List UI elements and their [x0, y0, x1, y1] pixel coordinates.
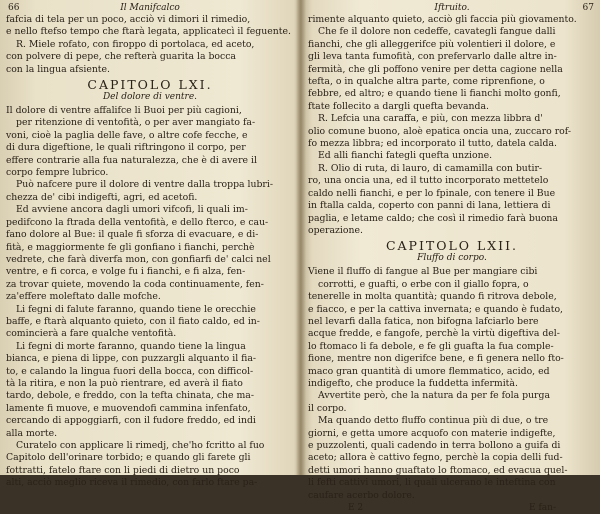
text-line: ro, una oncia una, ed il tutto incorporato mettetelo: [308, 175, 549, 187]
text-line: R. Miele rofato, con firoppo di portolaca, ed aceto,: [16, 38, 255, 50]
text-line: operazione.: [308, 224, 363, 236]
text-line: maco gran quantità di umore flemmatico, acido, ed: [308, 365, 550, 377]
text-line: nel levarfi dalla fatica, non bifogna lafciarlo bere: [308, 315, 539, 327]
text-line: Ed avviene ancora dagli umori vifcofi, li quali im-: [16, 204, 248, 216]
text-line: corpo fempre lubrico.: [6, 167, 109, 179]
text-line: lamente fi muove, e muovendofi cammina infenfato,: [6, 402, 251, 414]
text-line: gli leva tanta fumofità, con prefervarlo dalle altre in-: [308, 51, 557, 63]
text-line: indigefto, che produce la fuddetta infermità.: [308, 377, 518, 389]
text-line: caufare acerbo dolore.: [308, 489, 415, 501]
text-line: pedifcono la ftrada della ventofità, e dello fterco, e cau-: [6, 216, 269, 228]
text-line: rimente alquanto quieto, acciò gli faccia più giovamento.: [308, 14, 577, 25]
text-line: Li fegni di morte faranno, quando tiene la lingua: [16, 340, 246, 352]
text-line: fianchi, che gli alleggerifce più volentieri il dolore, e: [308, 38, 556, 50]
page-number: 66: [8, 3, 20, 13]
text-line: di dura digeftione, le quali riftringono il corpo, per: [6, 142, 246, 154]
left-page: [6, 2, 294, 489]
text-line: vedrete, che farà diverfa mon, con gonfiarfi de' calci nel: [6, 253, 271, 265]
text-line: effere contrarie alla fua naturalezza, che è di avere il: [6, 154, 257, 166]
text-line: voni, cioè la paglia delle fave, o altre cofe fecche, e: [6, 129, 248, 141]
text-line: tardo, debole, e freddo, con la tefta chinata, che ma-: [6, 390, 254, 402]
text-line: fafcia di tela per un poco, acciò vi dimori il rimedio,: [6, 14, 251, 25]
text-line: ventre, e fi corca, e volge fu i fianchi, e fi alza, fen-: [6, 266, 246, 278]
text-line: per ritenzione di ventofità, o per aver mangiato fa-: [16, 117, 256, 129]
text-line: e nello ftefso tempo che ftarà legata, applicatecì il feguente.: [6, 26, 291, 38]
right-top-text: [308, 14, 596, 237]
chapter-title: CAPITOLO LXII.: [385, 238, 519, 254]
text-line: Ed alli fianchi fategli quefta unzione.: [318, 150, 493, 162]
running-title: Iftruito.: [434, 3, 470, 13]
text-line: to, e calando la lingua fuori della bocca, con difficol-: [6, 365, 254, 377]
right-chapter-body: [308, 266, 596, 502]
right-page-header: [308, 2, 596, 14]
text-line: detti umori hanno guaftato lo ftomaco, ed evacua quel-: [308, 464, 568, 476]
text-line: bianca, e piena di lippe, con puzzargli alquanto il fia-: [6, 353, 257, 365]
text-line: Avvertite però, che la natura da per fe fola purga: [318, 390, 550, 402]
text-line: za trovar quiete, movendo la coda continuamente, fen-: [6, 278, 264, 290]
text-line: tefta, o in qualche altra parte, come riprenfione, o: [308, 76, 545, 88]
text-line: il corpo.: [308, 402, 347, 414]
text-line: fottratti, fatelo ftare con li piedi di dietro un poco: [6, 464, 240, 476]
book-gutter: [296, 0, 306, 475]
text-line: R. Olio di ruta, di lauro, di camamilla con butir-: [318, 162, 543, 174]
text-line: paglia, e letame caldo; che così il rimedio farà buona: [308, 212, 558, 224]
text-line: li fefti cattivi umori, li quali ulcerano le inteftina con: [308, 477, 556, 489]
chapter-subtitle: Del dolore di ventre.: [102, 92, 198, 103]
text-line: febbre, ed altro; e quando tiene li fianchi molto gonfi,: [308, 88, 561, 100]
text-line: e puzzolenti, quali cadendo in terra bollono a guifa di: [308, 440, 561, 451]
text-line: Ma quando detto fluffo continua più di due, o tre: [318, 415, 549, 427]
text-line: alla morte.: [6, 427, 58, 439]
text-line: Curatelo con applicare li rimedj, che'ho fcritto al fuo: [16, 440, 265, 451]
text-line: fano dolore al Bue: il quale fi sforza di evacuare, e di-: [6, 229, 259, 241]
text-line: alti, acciò meglio riceva il rimedio, con farlo ftare pa-: [6, 477, 258, 489]
catchword: E fan-: [529, 503, 556, 514]
text-line: lo ftomaco li fa debole, e fe gli guafta la fua comple-: [308, 340, 554, 352]
text-line: caldo nelli fianchi, e per lo fpinale, con tenere il Bue: [308, 187, 556, 199]
text-line: corrotti, e guafti, o erbe con il giallo fopra, o: [318, 278, 529, 290]
text-line: Che fe il dolore non cedeffe, cavategli fangue dalli: [318, 26, 556, 38]
page-number: 67: [582, 3, 594, 13]
text-line: con polvere di pepe, che refterà guarita la bocca: [6, 51, 236, 63]
text-line: Può nafcere pure il dolore di ventre dalla troppa lubri-: [16, 179, 273, 191]
text-line: tenerelle in molta quantità; quando fi ritrova debole,: [308, 291, 557, 303]
page-footer: [308, 502, 596, 514]
text-line: Capitolo dell'orinare torbido; e quando gli farete gli: [6, 452, 251, 464]
text-line: Li fegni di falute faranno, quando tiene le orecchie: [16, 303, 256, 315]
right-page: [308, 2, 596, 514]
text-line: aceto; allora è cattivo fegno, perchè la copia delli fud-: [308, 452, 563, 464]
text-line: Il dolore di ventre affalifce li Buoi per più cagioni,: [6, 105, 242, 117]
text-line: fione, mentre non digerifce bene, e fi genera nello fto-: [308, 353, 564, 365]
text-line: Viene il fluffo di fangue al Bue per mangiare cibi: [308, 266, 538, 278]
left-chapter-body: [6, 105, 294, 490]
text-line: za'effere moleftato dalle mofche.: [6, 291, 161, 303]
left-page-header: [6, 2, 294, 14]
text-line: e fiacco, e per la cattiva invernata; e quando è fudato,: [308, 303, 564, 315]
text-line: fità, e maggiormente fe gli gonfiano i fianchi, perchè: [6, 241, 255, 253]
text-line: ftate follecito a dargli quefta bevanda.: [308, 100, 489, 112]
text-line: con la lingua afsiente.: [6, 63, 110, 75]
chapter-title: CAPITOLO LXI.: [87, 77, 213, 93]
text-line: comincierà a fare qualche ventofità.: [6, 328, 177, 340]
text-line: fermità, che gli poffono venire per detta cagione nella: [308, 63, 563, 75]
text-line: baffe, e ftarà alquanto quieto, con il fiato caldo, ed in-: [6, 315, 260, 327]
signature-mark: E 2: [348, 503, 364, 514]
text-line: giorni, e getta umore acquofo con materie indigefte,: [308, 427, 556, 439]
text-line: olio comune buono, aloè epatica oncia una, zuccaro rof-: [308, 125, 571, 137]
text-line: fo mezza libbra; ed incorporato il tutto, datela calda.: [308, 138, 557, 150]
left-top-text: [6, 14, 294, 76]
running-title: Il Manifcalco: [120, 3, 180, 13]
text-line: cercando di appoggiarfi, con il fudore freddo, ed indi: [6, 415, 256, 427]
text-line: acque fredde, e fangofe, perchè la virtù digeftiva del-: [308, 328, 560, 340]
text-line: R. Lefcia una caraffa, e più, con mezza libbra d': [318, 113, 543, 125]
chapter-subtitle: Fluffo di corpo.: [417, 253, 487, 264]
text-line: in ftalla calda, coperto con panni di lana, lettiera di: [308, 200, 551, 212]
text-line: tà la ritira, e non la può rientrare, ed averà il fiato: [6, 377, 243, 389]
text-line: chezza de' cibi indigefti, agri, ed acetofi.: [6, 191, 198, 203]
